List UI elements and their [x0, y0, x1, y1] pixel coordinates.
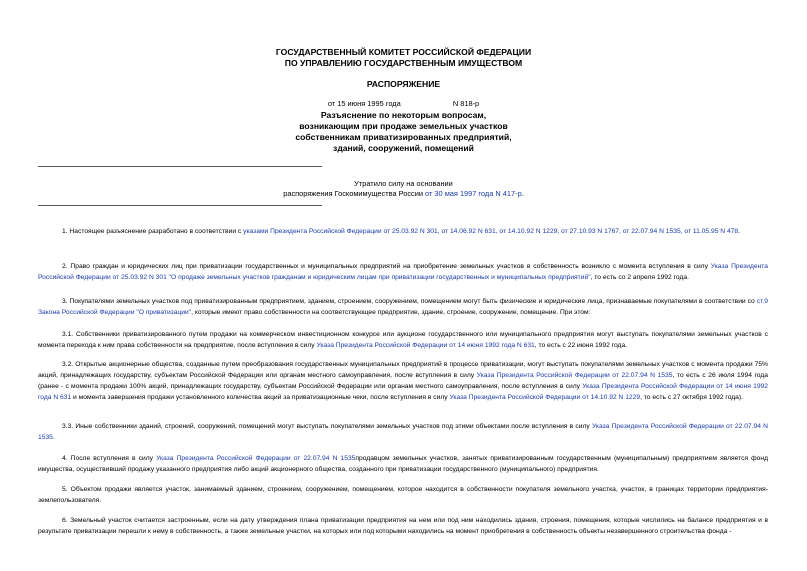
decree-1535-link[interactable]: Указа Президента Российской Федерации от 22.07.94 N 1535 [38, 423, 768, 441]
paragraph-3-2: 3.2. Открытые акционерные общества, созданные путем преобразования государственных муниципальных предприятий в процессе приватизации, могут выступать покупателями земельных участков с момента продажи 75% акций, принадлежащих государству, субъектам Российской Федерации или органам местного самоуправления, после вступления в силу Указа Президента Российской Федерации от 22.07.94 N 1535, то есть с 26 июля 1994 года (ранее - с момента продажи 100% акций, принадлежащих государству, субъектам Российской Федерации или органам местного самоуправления, после вступления в силу Указа Президента Российской Федерации от 14 июня 1992 года N 631 и момента завершения продажи установленного количества акций за приватизационные чеки, после вступления в силу Указа Президента Российской Федерации от 14.10.92 N 1229, то есть с 27 октября 1992 года). [38, 361, 768, 401]
title-line3: собственникам приватизированных предприятий, [295, 132, 512, 142]
decree-1229-link[interactable]: Указа Президента Российской Федерации от 14.10.92 N 1229 [449, 394, 641, 401]
decree-301-link[interactable]: Указа Президента Российской Федерации от 25.03.92 N 301 "О продаже земельных участков гражданам и юридическим лицам при приватизации государственных и муниципальных предприятий" [38, 263, 768, 281]
status-line2: распоряжения Госкомимущества России от 30 мая 1997 года N 417-р. [283, 189, 524, 198]
title-line4: зданий, сооружений, помещений [333, 143, 474, 153]
repeal-order-link[interactable]: от 30 мая 1997 года N 417-р [425, 189, 522, 198]
paragraph-3-3: 3.3. Иные собственники зданий, строений, сооружений, помещений могут выступать покупателями земельных участков под этими объектами после вступления в силу Указа Президента Российской Федерации от 22.07.94 N 1535. [38, 423, 768, 441]
paragraph-6: 6. Земельный участок считается застроенным, если на дату утверждения плана приватизации предприятия на нем или под ним находились здания, строения, помещения, которые числились на балансе предприятия и в результате приватизации перешли к нему в собственность, а также земельные участки, на которых или под которыми находились на момент приобретения в собственность объекты незавершенного строительства фонда - [38, 517, 768, 535]
paragraph-4: 4. После вступления в силу Указа Президента Российской Федерации от 22.07.94 N 1535продавцом земельных участков, занятых приватизированным государственным (муниципальным) предприятием является фонд имущества, осуществивший продажу указанного предприятия либо акций акционерного общества, созданного при приватизации государственного (муниципального) предприятия. [38, 455, 768, 473]
decree-631-link[interactable]: Указа Президента Российской Федерации от 14 июня 1992 года N 631 [316, 342, 535, 349]
date-number-line [0, 99, 807, 109]
paragraph-2: 2. Право граждан и юридических лиц при приватизации государственных и муниципальных предприятий на приобретение земельных участков в собственность возникло с момента вступления в силу Указа Президента Российской Федерации от 25.03.92 N 301 "О продаже земельных участков гражданам и юридическим лицам при приватизации государственных и муниципальных предприятий", то есть со 2 апреля 1992 года. [38, 263, 768, 281]
decree-1535-link[interactable]: Указа Президента Российской Федерации от 22.07.94 N 1535 [156, 455, 356, 462]
document-number: N 818-р [452, 99, 480, 108]
decrees-link[interactable]: указами Президента Российской Федерации от 25.03.92 N 301, от 14.06.92 N 631, от 14.10.92 N 1229, от 27.10.93 N 1767, от 22.07.94 N 1535, от 11.05.95 N 478 [243, 228, 739, 235]
org-name-line2: ПО УПРАВЛЕНИЮ ГОСУДАРСТВЕННЫМ ИМУЩЕСТВОМ [284, 58, 523, 68]
paragraph-1: 1. Настоящее разъяснение разработано в соответствии с указами Президента Российской Федерации от 25.03.92 N 301, от 14.06.92 N 631, от 14.10.92 N 1229, от 27.10.93 N 1767, от 22.07.94 N 1535, от 11.05.95 N 478. [62, 228, 740, 235]
divider [38, 205, 322, 206]
paragraph-3-1: 3.1. Собственники приватизированного путем продажи на коммерческом инвестиционном конкурсе или аукционе государственного или муниципального предприятия могут выступать покупателями земельных участков с момента перехода к ним права собственности на предприятие, после вступления в силу Указа Президента Российской Федерации от 14 июня 1992 года N 631, то есть с 22 июня 1992 года. [38, 331, 768, 349]
paragraph-3: 3. Покупателями земельных участков под приватизированным предприятием, зданием, строением, сооружением, помещением могут быть физические и юридические лица, признаваемые покупателями в соответствии со ст.9 Закона Российской Федерации "О приватизации", которые имеют право собственности на соответствующее предприятие, здание, строение, сооружение, помещение. При этом: [38, 298, 768, 316]
decree-1535-link[interactable]: Указа Президента Российской Федерации от 22.07.94 N 1535 [476, 372, 673, 379]
org-name-line1: ГОСУДАРСТВЕННЫЙ КОМИТЕТ РОССИЙСКОЙ ФЕДЕРАЦИИ [275, 47, 532, 57]
title-line1: Разъяснение по некоторым вопросам, [320, 110, 487, 120]
divider [38, 166, 322, 167]
decree-631-link[interactable]: Указа Президента Российской Федерации от 14 июня 1992 года N 631 [38, 383, 768, 401]
document-type: РАСПОРЯЖЕНИЕ [366, 79, 441, 89]
document-date: от 15 июня 1995 года [327, 99, 401, 108]
title-line2: возникающим при продаже земельных участков [299, 121, 508, 131]
privatization-law-link[interactable]: ст.9 Закона Российской Федерации "О приватизации" [38, 298, 768, 316]
paragraph-5: 5. Объектом продажи является участок, занимаемый зданием, строением, сооружением, помещением, которое находится в собственности покупателя земельного участка, участок, в границах территории предприятия-землепользователя. [38, 486, 768, 504]
status-line1: Утратило силу на основании [354, 179, 453, 188]
